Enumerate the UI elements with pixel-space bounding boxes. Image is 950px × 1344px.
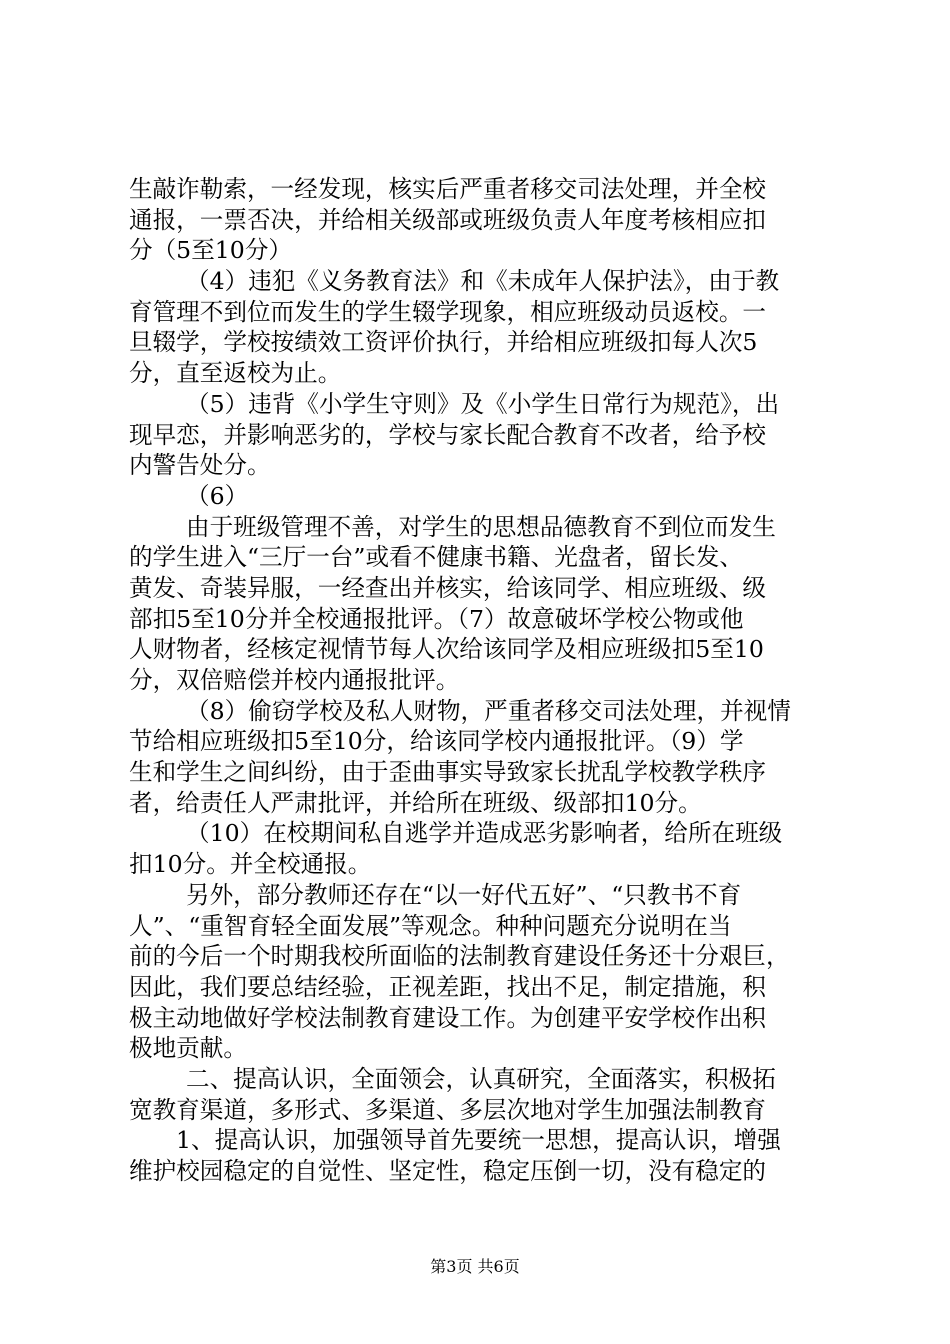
text-line: 极主动地做好学校法制教育建设工作。为创建平安学校作出积: [129, 1003, 767, 1032]
text-line: 维护校园稳定的自觉性、坚定性，稳定压倒一切，没有稳定的: [129, 1157, 767, 1185]
page-number-footer: 第3页 共6页: [430, 1257, 520, 1276]
text-line: （5）违背《小学生守则》及《小学生日常行为规范》，出: [186, 389, 780, 418]
document-body: [129, 174, 841, 1187]
text-line: 黄发、奇装异服，一经查出并核实，给该同学、相应班级、级: [129, 573, 767, 602]
text-line: （6）: [186, 481, 249, 510]
text-line: 极地贡献。: [129, 1034, 247, 1063]
text-line: （8）偷窃学校及私人财物，严重者移交司法处理，并视情: [186, 696, 791, 725]
text-line: 前的今后一个时期我校所面临的法制教育建设任务还十分艰巨，: [129, 942, 790, 971]
text-line: 节给相应班级扣5至10分，给该同学校内通报批评。（9）学: [129, 727, 744, 756]
text-line: 现早恋，并影响恶劣的，学校与家长配合教育不改者，给予校: [129, 420, 767, 449]
text-line: 育管理不到位而发生的学生辍学现象，相应班级动员返校。一: [129, 297, 767, 326]
text-line: 的学生进入“三厅一台”或看不健康书籍、光盘者，留长发、: [129, 543, 743, 572]
text-line: 因此，我们要总结经验，正视差距，找出不足，制定措施，积: [129, 972, 767, 1001]
text-line: 内警告处分。: [129, 451, 271, 480]
text-line: 人财物者，经核定视情节每人次给该同学及相应班级扣5至10: [129, 635, 764, 664]
text-line: 旦辍学，学校按绩效工资评价执行，并给相应班级扣每人次5: [129, 328, 758, 357]
text-line: 分，直至返校为止。: [129, 359, 342, 388]
text-line: 1、提高认识，加强领导首先要统一思想，提高认识，增强: [176, 1126, 781, 1155]
text-line: 生和学生之间纠纷，由于歪曲事实导致家长扰乱学校教学秩序: [129, 758, 767, 787]
text-line: （10）在校期间私自逃学并造成恶劣影响者，给所在班级: [186, 819, 783, 848]
text-line: 者，给责任人严肃批评，并给所在班级、级部扣10分。: [129, 788, 702, 817]
text-line: 分（5至10分）: [129, 236, 293, 265]
text-line: 人”、“重智育轻全面发展”等观念。种种问题充分说明在当: [129, 911, 732, 940]
text-line: 部扣5至10分并全校通报批评。（7）故意破坏学校公物或他: [129, 604, 744, 633]
text-line: 宽教育渠道，多形式、多渠道、多层次地对学生加强法制教育: [129, 1095, 767, 1124]
text-line: （4）违犯《义务教育法》和《未成年人保护法》，由于教: [186, 267, 780, 296]
text-line: 生敲诈勒索，一经发现，核实后严重者移交司法处理，并全校: [129, 175, 767, 203]
text-line: 扣10分。并全校通报。: [129, 850, 372, 879]
text-line: 分，双倍赔偿并校内通报批评。: [129, 666, 460, 694]
text-line: 由于班级管理不善，对学生的思想品德教育不到位而发生: [186, 512, 776, 541]
text-line: 二、提高认识，全面领会，认真研究，全面落实，积极拓: [186, 1064, 776, 1093]
text-line: 通报，一票否决，并给相关级部或班级负责人年度考核相应扣: [129, 205, 767, 234]
text-line: 另外，部分教师还存在“以一好代五好”、“只教书不育: [186, 880, 742, 909]
